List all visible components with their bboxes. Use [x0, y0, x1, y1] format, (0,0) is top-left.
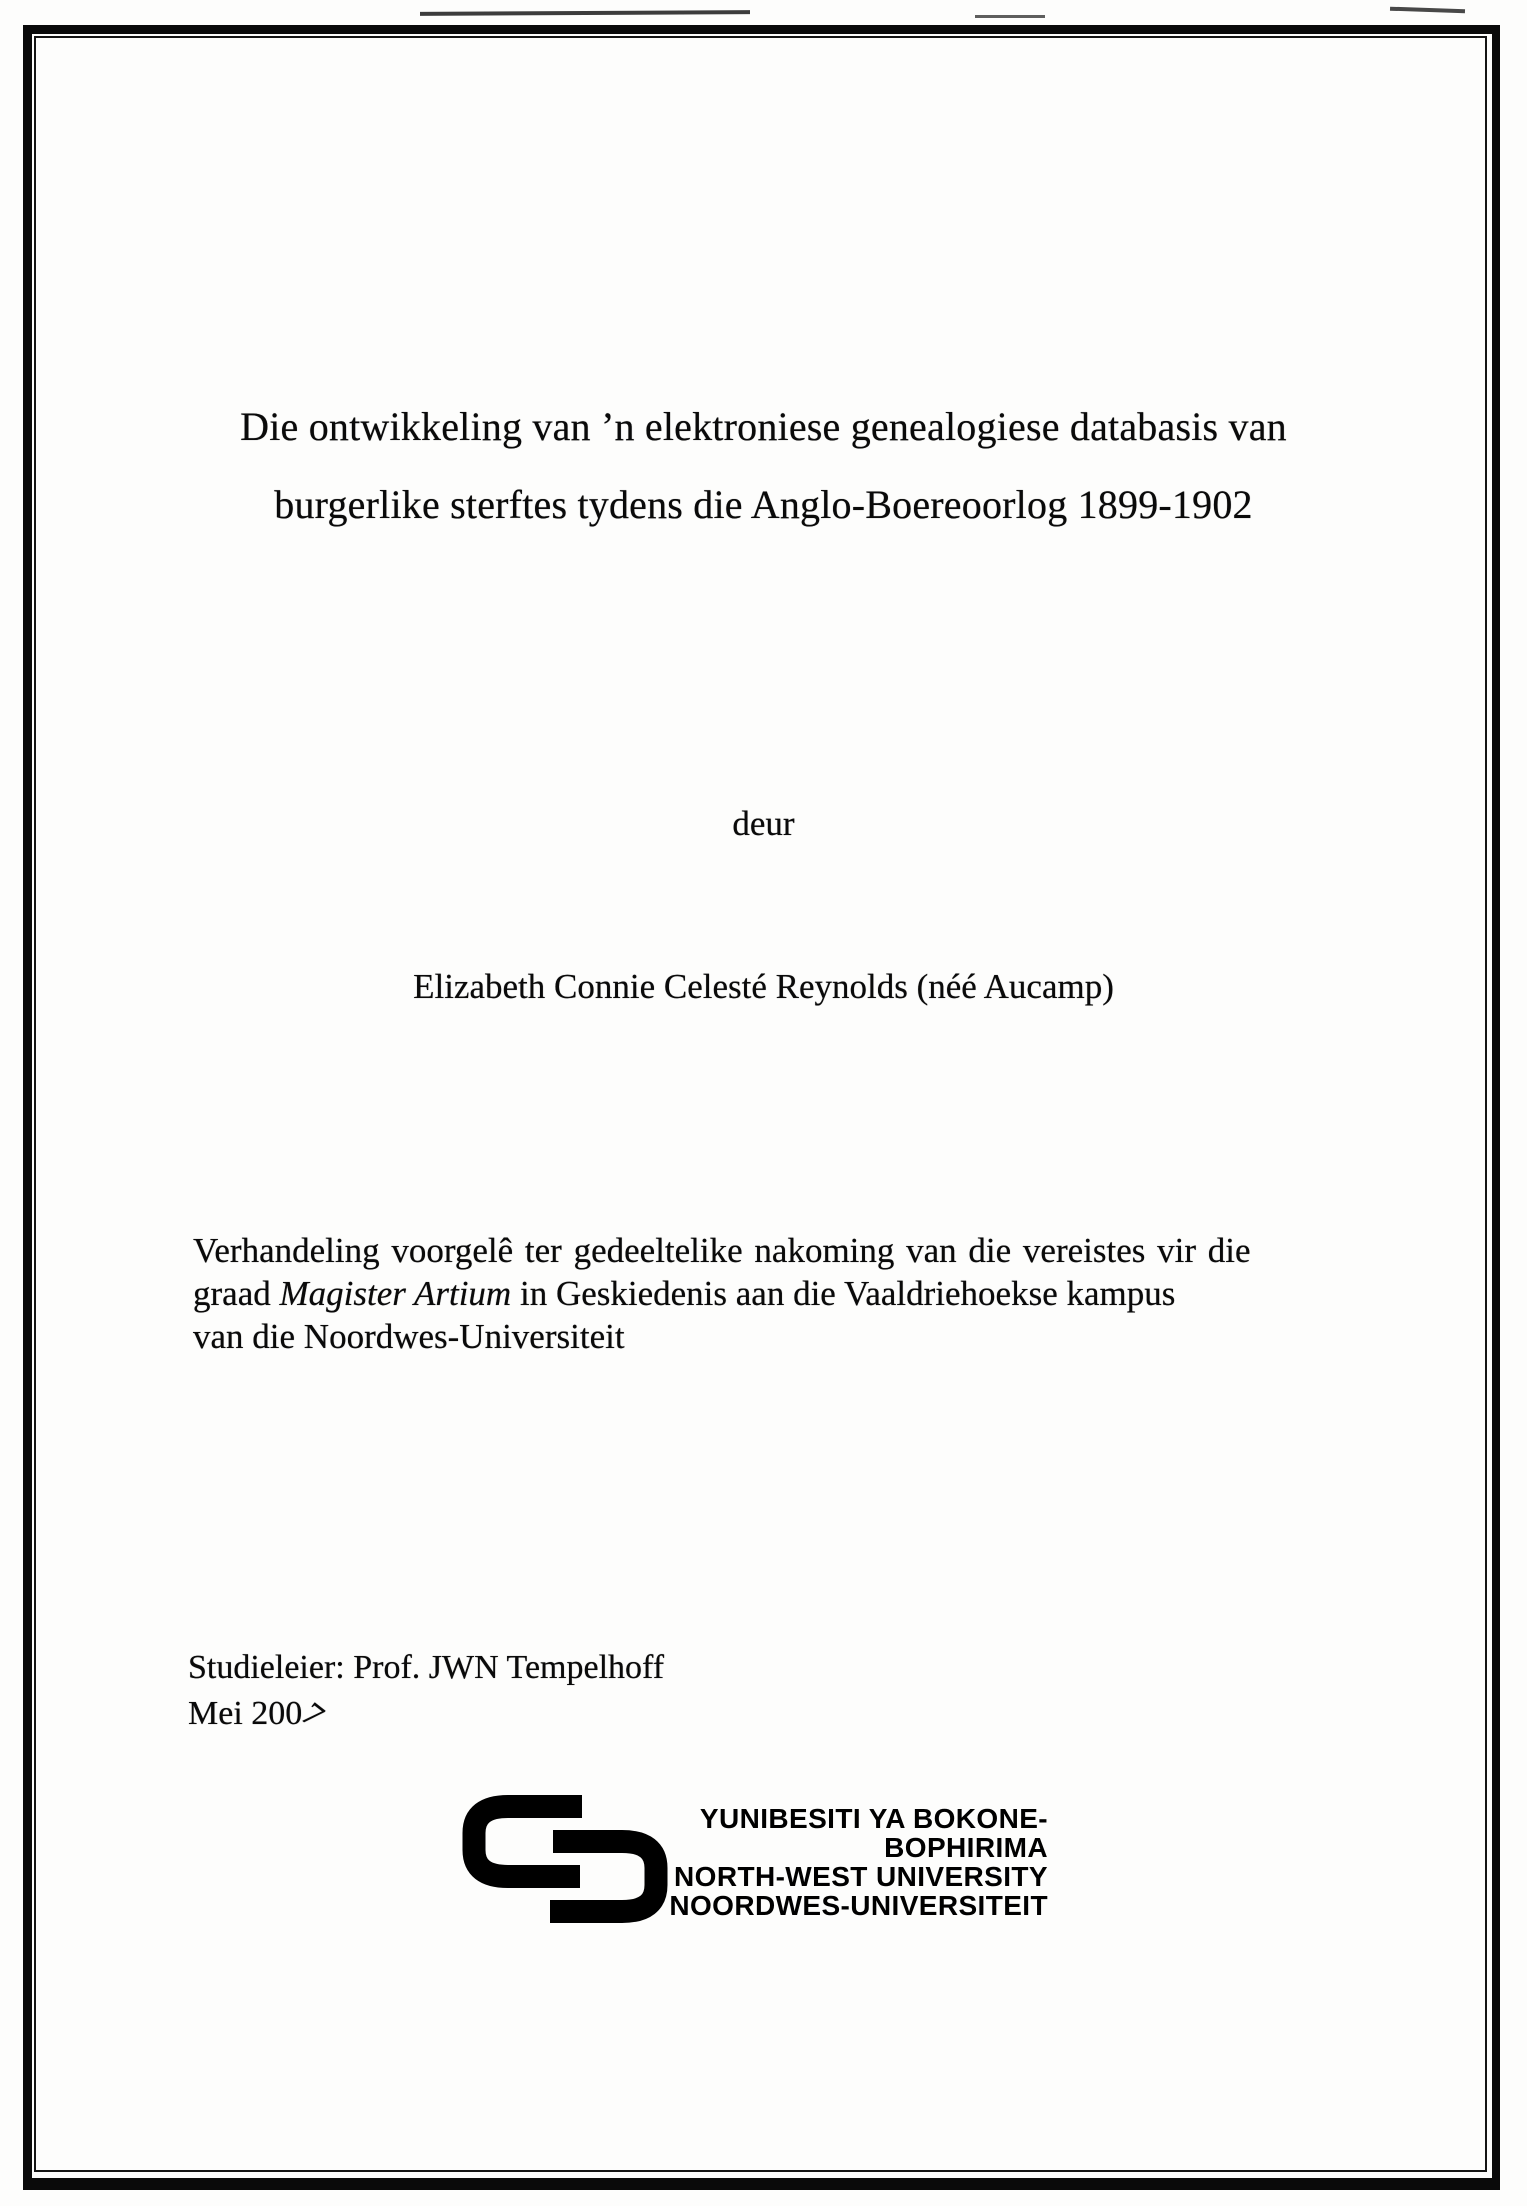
date-line [188, 1691, 664, 1737]
submission-line2-suffix: in Geskiedenis aan die Vaaldriehoekse kampus [511, 1274, 1176, 1313]
thesis-title-line2: burgerlike sterftes tydens die Anglo-Boereoorlog 1899-1902 [274, 482, 1253, 527]
date-final-digit: 7 [294, 1695, 331, 1736]
scan-artifact [975, 15, 1045, 18]
submission-line2 [193, 1272, 1343, 1315]
logo-text-afrikaans: NOORDWES-UNIVERSITEIT [669, 1890, 1048, 1921]
scan-artifact [1390, 7, 1465, 14]
logo-text-english: NORTH-WEST UNIVERSITY [674, 1861, 1048, 1892]
byline-label: deur [732, 804, 795, 843]
author-name: Elizabeth Connie Celesté Reynolds (néé Aucamp) [413, 967, 1114, 1006]
date-prefix: Mei 200 [188, 1695, 303, 1732]
scan-artifact [420, 10, 750, 16]
supervisor-block [188, 1645, 664, 1737]
degree-name: Magister Artium [279, 1274, 512, 1313]
submission-line2-prefix: graad [193, 1274, 280, 1313]
thesis-title-line1: Die ontwikkeling van ’n elektroniese genealogiese databasis van [240, 404, 1287, 449]
submission-line3: van die Noordwes-Universiteit [193, 1317, 625, 1356]
supervisor-line: Studieleier: Prof. JWN Tempelhoff [188, 1649, 665, 1686]
nwu-logo-text [560, 1804, 1048, 1920]
submission-line1: Verhandeling voorgelê ter gedeeltelike nakoming van die vereistes vir die [193, 1231, 1251, 1270]
submission-statement [193, 1229, 1343, 1358]
logo-text-setswana: YUNIBESITI YA BOKONE-BOPHIRIMA [699, 1803, 1048, 1863]
